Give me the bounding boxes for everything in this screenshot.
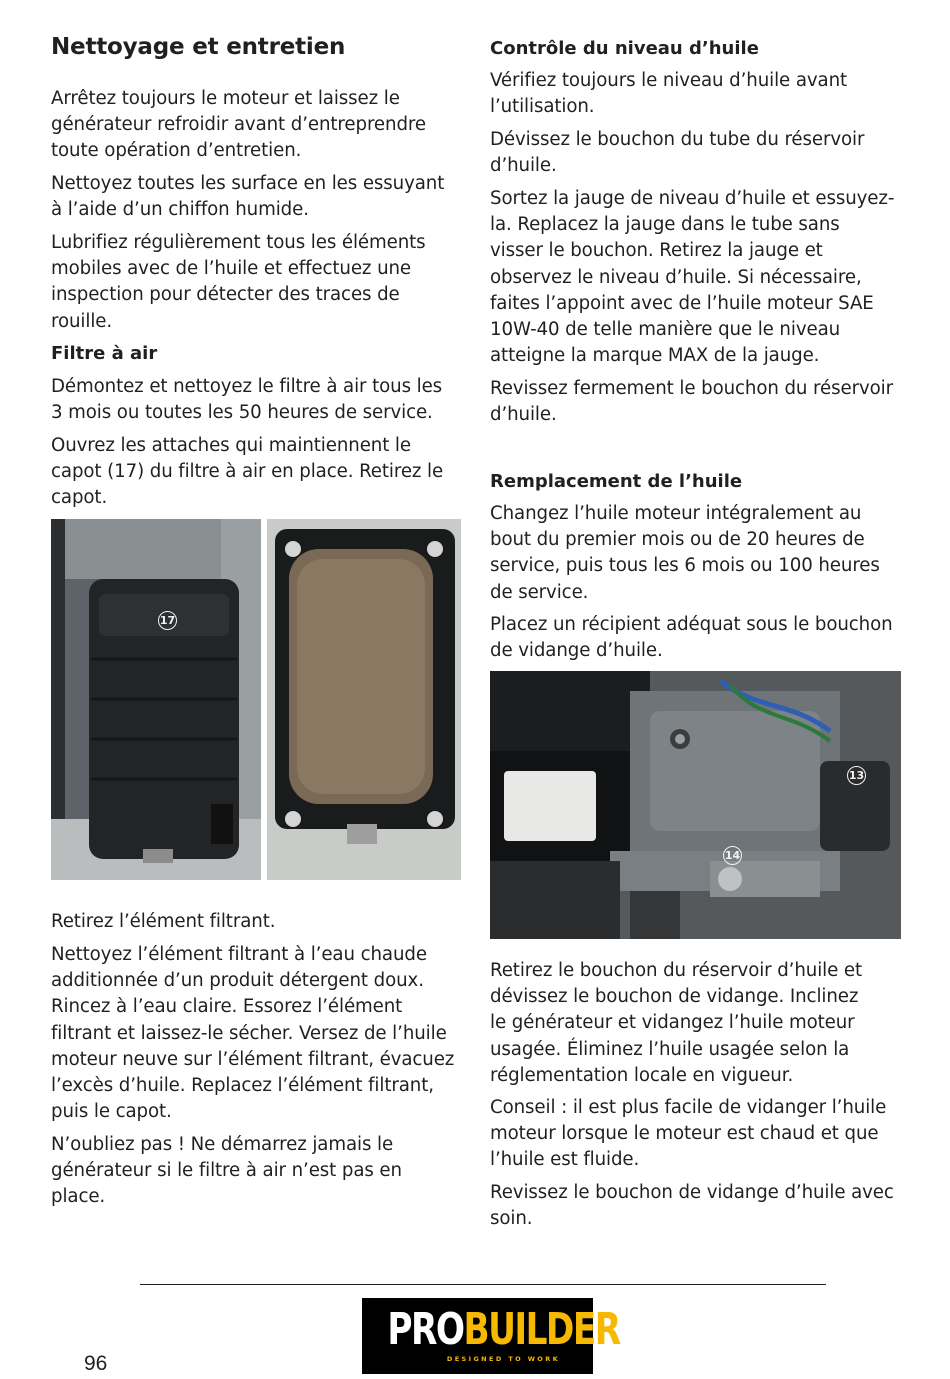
- subheading-oil-change: Remplacement de l’huile: [490, 471, 743, 492]
- logo-tagline: DESIGNED TO WORK: [446, 1355, 561, 1363]
- paragraph: Revissez fermement le bouchon du réservoir d’huile.: [490, 378, 893, 426]
- paragraph: Démontez et nettoyez le filtre à air tous les 3 mois ou toutes les 50 heures de service.: [51, 376, 443, 424]
- air-filter-cover-photo: [51, 519, 261, 880]
- air-filter-element-illustration: [267, 519, 461, 880]
- paragraph: Retirez l’élément filtrant.: [51, 911, 276, 932]
- paragraph: Placez un récipient adéquat sous le bouchon de vidange d’huile.: [490, 614, 893, 662]
- logo-wordmark: PROBUILDER: [387, 1304, 620, 1355]
- subheading-oil-level: Contrôle du niveau d’huile: [490, 38, 759, 59]
- paragraph: Nettoyez l’élément filtrant à l’eau chaude additionnée d’un produit détergent doux. Rincez à l’eau claire. Essorez l’élément filtrant et laissez-le sécher. Versez de l’huile moteur neuve sur l’élément filtrant, évacuez l’excès d’huile. Replacez l’élément filtrant, puis le capot.: [51, 944, 455, 1123]
- paragraph: Changez l’huile moteur intégralement au bout du premier mois ou de 20 heures de service, puis tous les 6 mois ou 100 heures de service.: [490, 503, 880, 603]
- paragraph: Sortez la jauge de niveau d’huile et essuyez-la. Replacez la jauge dans le tube sans visser le bouchon. Retirez la jauge et observez le niveau d’huile. Si nécessaire, faites l’appoint avec de l’huile moteur SAE 10W-40 de telle manière que le niveau atteigne la marque MAX de la jauge.: [490, 188, 895, 367]
- paragraph: Revissez le bouchon de vidange d’huile avec soin.: [490, 1182, 894, 1230]
- probuilder-logo: [362, 1298, 620, 1374]
- engine-oil-drain-illustration: [490, 671, 901, 939]
- paragraph: Arrêtez toujours le moteur et laissez le générateur refroidir avant d’entreprendre toute opération d’entretien.: [51, 88, 426, 162]
- paragraph: Nettoyez toutes les surface en les essuyant à l’aide d’un chiffon humide.: [51, 173, 445, 221]
- paragraph: Ouvrez les attaches qui maintiennent le capot (17) du filtre à air en place. Retirez le capot.: [51, 435, 444, 509]
- paragraph: Retirez le bouchon du réservoir d’huile et dévissez le bouchon de vidange. Inclinez le générateur et vidangez l’huile moteur usagée. Éliminez l’huile usagée selon la réglementation locale en vigueur.: [490, 960, 863, 1086]
- section-title: Nettoyage et entretien: [51, 34, 346, 60]
- paragraph: Dévissez le bouchon du tube du réservoir d’huile.: [490, 129, 865, 177]
- page-number: 96: [84, 1352, 108, 1375]
- callout-14: 14: [723, 846, 742, 865]
- air-filter-cover-illustration: [51, 519, 261, 880]
- footer-divider: [140, 1284, 826, 1285]
- engine-oil-drain-photo: [490, 671, 901, 939]
- paragraph: Conseil : il est plus facile de vidanger l’huile moteur lorsque le moteur est chaud et que l’huile est fluide.: [490, 1097, 887, 1171]
- paragraph: Lubrifiez régulièrement tous les éléments mobiles avec de l’huile et effectuez une inspection pour détecter des traces de rouille.: [51, 232, 426, 332]
- callout-17: 17: [158, 611, 177, 630]
- subheading-air-filter: Filtre à air: [51, 343, 158, 364]
- paragraph: N’oubliez pas ! Ne démarrez jamais le générateur si le filtre à air n’est pas en place.: [51, 1134, 402, 1208]
- paragraph: Vérifiez toujours le niveau d’huile avant l’utilisation.: [490, 70, 848, 118]
- air-filter-element-photo: [267, 519, 461, 880]
- callout-13: 13: [847, 766, 866, 785]
